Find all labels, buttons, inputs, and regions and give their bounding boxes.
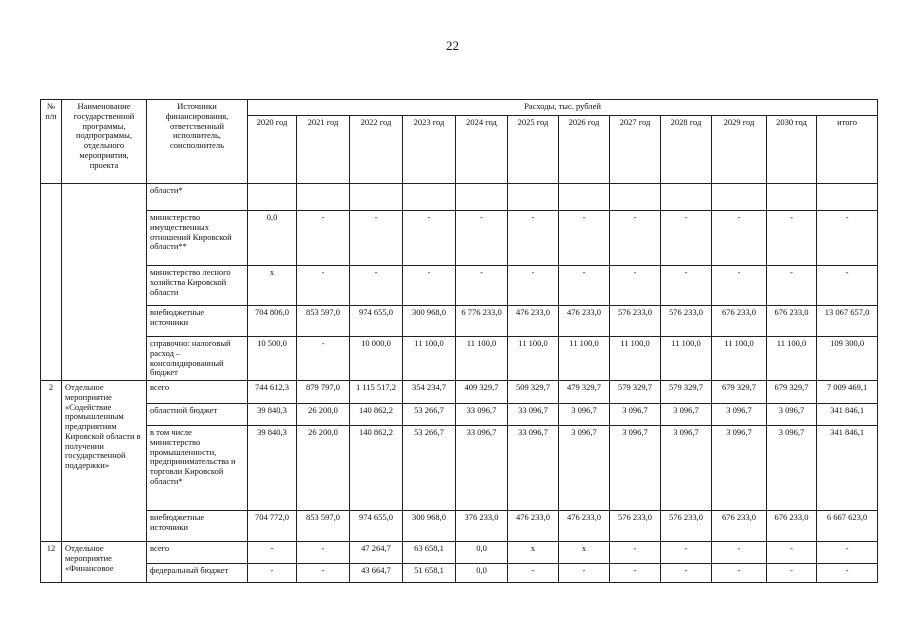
value-cell: -: [350, 266, 403, 306]
value-cell: -: [712, 542, 767, 564]
value-cell: x: [559, 542, 610, 564]
header-source: Источники финансирования, ответственный исполнитель, соисполнитель: [147, 100, 248, 184]
value-cell: 300 968,0: [403, 306, 456, 337]
table-row: [41, 306, 878, 337]
value-cell: -: [767, 211, 817, 266]
value-cell: 509 329,7: [508, 381, 559, 404]
source-cell: областной бюджет: [147, 404, 248, 426]
value-cell: -: [559, 211, 610, 266]
value-cell: 3 096,7: [661, 404, 712, 426]
value-cell: 974 655,0: [350, 511, 403, 542]
value-cell: 476 233,0: [559, 511, 610, 542]
total-cell: 341 846,1: [817, 404, 878, 426]
value-cell: -: [610, 211, 661, 266]
value-cell: -: [712, 211, 767, 266]
header-year: 2028 год: [661, 116, 712, 184]
value-cell: 576 233,0: [661, 306, 712, 337]
value-cell: 11 100,0: [508, 337, 559, 381]
source-cell: внебюджетные источники: [147, 306, 248, 337]
table-row: [41, 266, 878, 306]
value-cell: 3 096,7: [610, 404, 661, 426]
value-cell: -: [712, 564, 767, 583]
value-cell: 300 968,0: [403, 511, 456, 542]
header-year: 2026 год: [559, 116, 610, 184]
row-number: [41, 184, 62, 381]
table-row: [41, 511, 878, 542]
value-cell: 3 096,7: [767, 404, 817, 426]
value-cell: 53 266,7: [403, 426, 456, 511]
value-cell: 704 772,0: [248, 511, 297, 542]
value-cell: 974 655,0: [350, 306, 403, 337]
value-cell: -: [297, 337, 350, 381]
header-year: 2022 год: [350, 116, 403, 184]
value-cell: [767, 184, 817, 211]
row-name: Отдельное мероприятие «Содействие промышленным предприятиям Кировской области в получении государственной поддержки»: [62, 381, 147, 542]
value-cell: 579 329,7: [661, 381, 712, 404]
value-cell: -: [767, 564, 817, 583]
value-cell: 11 100,0: [661, 337, 712, 381]
table-row: [41, 426, 878, 511]
value-cell: [508, 184, 559, 211]
value-cell: -: [508, 564, 559, 583]
row-number: 2: [41, 381, 62, 542]
value-cell: 63 658,1: [403, 542, 456, 564]
value-cell: 576 233,0: [661, 511, 712, 542]
table-row: [41, 337, 878, 381]
value-cell: 476 233,0: [508, 306, 559, 337]
source-cell: федеральный бюджет: [147, 564, 248, 583]
value-cell: [610, 184, 661, 211]
header-name: Наименование государственной программы, подпрограммы, отдельного мероприятия, проекта: [62, 100, 147, 184]
value-cell: 6 776 233,0: [456, 306, 508, 337]
value-cell: 479 329,7: [559, 381, 610, 404]
value-cell: 33 096,7: [508, 404, 559, 426]
value-cell: [403, 184, 456, 211]
value-cell: 679 329,7: [712, 381, 767, 404]
value-cell: 3 096,7: [661, 426, 712, 511]
value-cell: 704 806,0: [248, 306, 297, 337]
header-year: 2030 год: [767, 116, 817, 184]
value-cell: -: [559, 266, 610, 306]
value-cell: x: [248, 266, 297, 306]
value-cell: 11 100,0: [456, 337, 508, 381]
total-cell: -: [817, 266, 878, 306]
table-row: [41, 564, 878, 583]
value-cell: -: [350, 211, 403, 266]
value-cell: -: [403, 266, 456, 306]
value-cell: 853 597,0: [297, 306, 350, 337]
value-cell: -: [767, 266, 817, 306]
table-row: [41, 211, 878, 266]
value-cell: -: [248, 564, 297, 583]
value-cell: [661, 184, 712, 211]
total-cell: 7 009 469,1: [817, 381, 878, 404]
value-cell: [297, 184, 350, 211]
value-cell: 476 233,0: [508, 511, 559, 542]
value-cell: 10 000,0: [350, 337, 403, 381]
value-cell: 26 200,0: [297, 404, 350, 426]
header-year: 2029 год: [712, 116, 767, 184]
row-name: Отдельное мероприятие «Финансовое: [62, 542, 147, 583]
value-cell: 10 500,0: [248, 337, 297, 381]
value-cell: 39 840,3: [248, 426, 297, 511]
value-cell: -: [297, 564, 350, 583]
value-cell: 3 096,7: [712, 404, 767, 426]
value-cell: -: [297, 266, 350, 306]
value-cell: 140 862,2: [350, 426, 403, 511]
value-cell: 53 266,7: [403, 404, 456, 426]
value-cell: 3 096,7: [712, 426, 767, 511]
value-cell: 3 096,7: [767, 426, 817, 511]
total-cell: 341 846,1: [817, 426, 878, 511]
value-cell: 3 096,7: [559, 404, 610, 426]
source-cell: справочно: налоговый расход – консолидированный бюджет: [147, 337, 248, 381]
value-cell: 11 100,0: [559, 337, 610, 381]
header-year: 2020 год: [248, 116, 297, 184]
value-cell: 679 329,7: [767, 381, 817, 404]
value-cell: 3 096,7: [559, 426, 610, 511]
total-cell: -: [817, 564, 878, 583]
total-cell: [817, 184, 878, 211]
table-row: [41, 542, 878, 564]
value-cell: 676 233,0: [767, 511, 817, 542]
value-cell: 0,0: [456, 542, 508, 564]
value-cell: 0,0: [248, 211, 297, 266]
table-row: [41, 184, 878, 211]
value-cell: -: [661, 211, 712, 266]
value-cell: 11 100,0: [712, 337, 767, 381]
value-cell: 33 096,7: [456, 404, 508, 426]
value-cell: 43 664,7: [350, 564, 403, 583]
value-cell: 576 233,0: [610, 511, 661, 542]
value-cell: 376 233,0: [456, 511, 508, 542]
source-cell: всего: [147, 542, 248, 564]
source-cell: всего: [147, 381, 248, 404]
value-cell: -: [508, 211, 559, 266]
table-row: [41, 404, 878, 426]
header-year: 2023 год: [403, 116, 456, 184]
header-year: 2027 год: [610, 116, 661, 184]
value-cell: 0,0: [456, 564, 508, 583]
value-cell: -: [297, 542, 350, 564]
value-cell: -: [661, 542, 712, 564]
header-num: № п/п: [41, 100, 62, 184]
value-cell: 853 597,0: [297, 511, 350, 542]
row-name: [62, 184, 147, 381]
value-cell: 576 233,0: [610, 306, 661, 337]
value-cell: [559, 184, 610, 211]
total-cell: 6 667 623,0: [817, 511, 878, 542]
header-year: 2025 год: [508, 116, 559, 184]
expenses-table: [40, 99, 878, 583]
value-cell: -: [248, 542, 297, 564]
value-cell: 676 233,0: [767, 306, 817, 337]
value-cell: 26 200,0: [297, 426, 350, 511]
value-cell: 33 096,7: [508, 426, 559, 511]
value-cell: x: [508, 542, 559, 564]
value-cell: 39 840,3: [248, 404, 297, 426]
source-cell: министерство имущественных отношений Кировской области**: [147, 211, 248, 266]
value-cell: -: [767, 542, 817, 564]
value-cell: 676 233,0: [712, 511, 767, 542]
value-cell: 11 100,0: [610, 337, 661, 381]
value-cell: 744 612,3: [248, 381, 297, 404]
header-expenses: Расходы, тыс. рублей: [248, 100, 878, 116]
value-cell: -: [403, 211, 456, 266]
total-cell: 109 300,0: [817, 337, 878, 381]
value-cell: [712, 184, 767, 211]
header-year: 2024 год: [456, 116, 508, 184]
value-cell: -: [559, 564, 610, 583]
value-cell: -: [712, 266, 767, 306]
header-row: [41, 100, 878, 116]
value-cell: 11 100,0: [403, 337, 456, 381]
value-cell: -: [661, 564, 712, 583]
value-cell: -: [456, 211, 508, 266]
total-cell: -: [817, 211, 878, 266]
source-cell: министерство лесного хозяйства Кировской области: [147, 266, 248, 306]
value-cell: 476 233,0: [559, 306, 610, 337]
total-cell: -: [817, 542, 878, 564]
value-cell: 879 797,0: [297, 381, 350, 404]
value-cell: -: [610, 266, 661, 306]
value-cell: [456, 184, 508, 211]
value-cell: [350, 184, 403, 211]
value-cell: -: [661, 266, 712, 306]
row-number: 12: [41, 542, 62, 583]
value-cell: -: [610, 542, 661, 564]
page-number: 22: [446, 38, 459, 53]
value-cell: 409 329,7: [456, 381, 508, 404]
value-cell: -: [456, 266, 508, 306]
value-cell: 579 329,7: [610, 381, 661, 404]
value-cell: 1 115 517,2: [350, 381, 403, 404]
table-body: [41, 184, 878, 583]
header-total: итого: [817, 116, 878, 184]
value-cell: 11 100,0: [767, 337, 817, 381]
value-cell: -: [610, 564, 661, 583]
value-cell: [248, 184, 297, 211]
table-row: [41, 381, 878, 404]
value-cell: 354 234,7: [403, 381, 456, 404]
value-cell: 140 862,2: [350, 404, 403, 426]
value-cell: 51 658,1: [403, 564, 456, 583]
value-cell: -: [508, 266, 559, 306]
source-cell: в том числе министерство промышленности, предпринимательства и торговли Кировской области*: [147, 426, 248, 511]
header-year: 2021 год: [297, 116, 350, 184]
value-cell: 3 096,7: [610, 426, 661, 511]
value-cell: -: [297, 211, 350, 266]
value-cell: 47 264,7: [350, 542, 403, 564]
source-cell: области*: [147, 184, 248, 211]
total-cell: 13 067 657,0: [817, 306, 878, 337]
source-cell: внебюджетные источники: [147, 511, 248, 542]
value-cell: 676 233,0: [712, 306, 767, 337]
value-cell: 33 096,7: [456, 426, 508, 511]
